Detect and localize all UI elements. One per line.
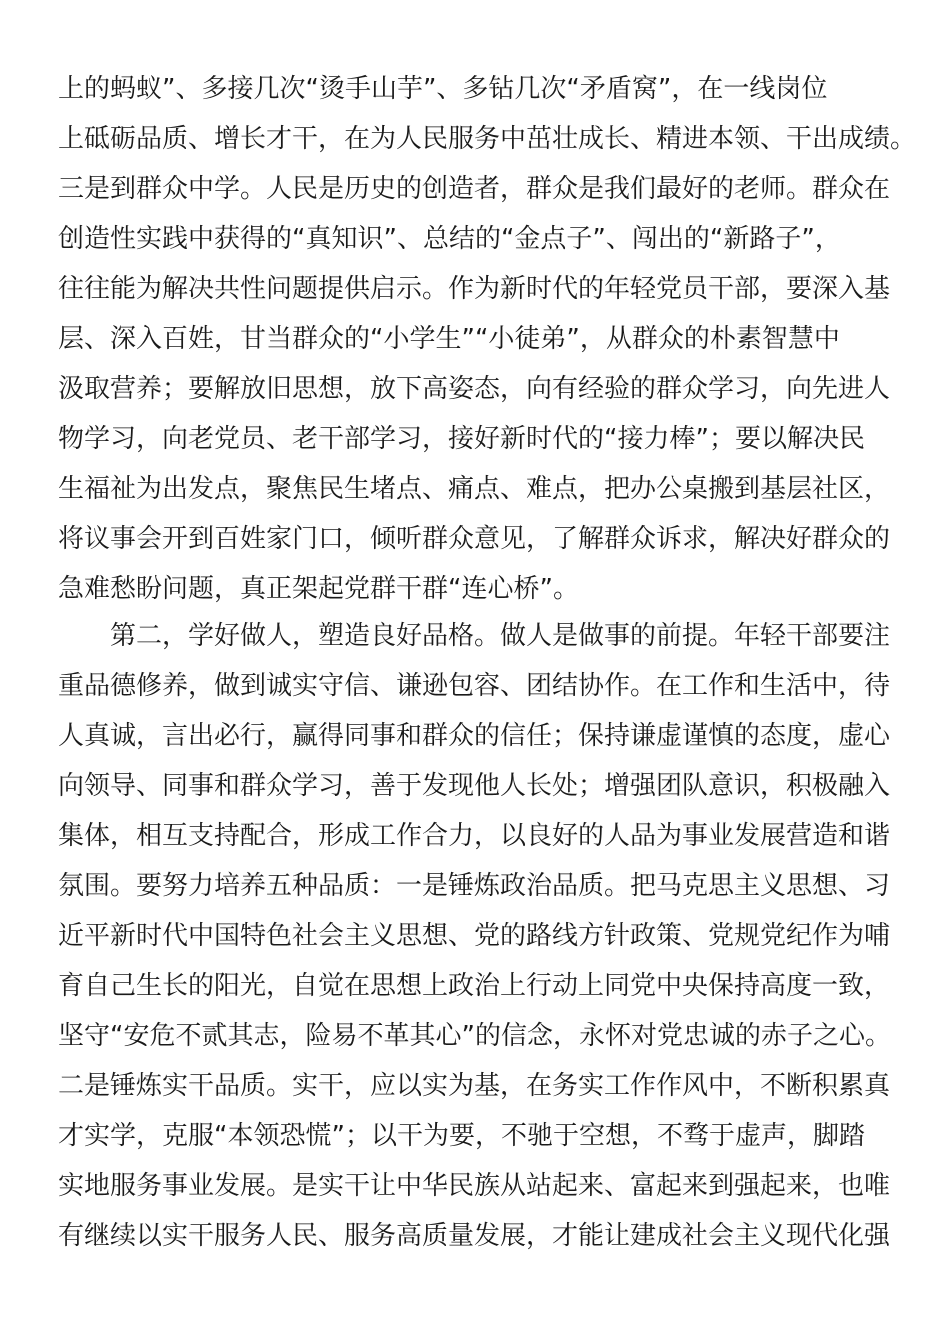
text-line: 集体，相互支持配合，形成工作合力，以良好的人品为事业发展营造和谐 — [58, 821, 891, 851]
paragraph-1 — [58, 64, 917, 614]
text-line: 创造性实践中获得的“真知识”、总结的“金点子”、闯出的“新路子”， — [58, 224, 841, 254]
text-line: 氛围。要努力培养五种品质：一是锤炼政治品质。把马克思主义思想、习 — [58, 871, 891, 901]
text-line: 生福祉为出发点，聚焦民生堵点、痛点、难点，把办公桌搬到基层社区， — [58, 474, 891, 504]
text-line: 汲取营养；要解放旧思想，放下高姿态，向有经验的群众学习，向先进人 — [58, 374, 891, 404]
text-line: 育自己生长的阳光，自觉在思想上政治上行动上同党中央保持高度一致， — [58, 971, 891, 1001]
text-line: 将议事会开到百姓家门口，倾听群众意见，了解群众诉求，解决好群众的 — [58, 524, 891, 554]
text-line: 人真诚，言出必行，赢得同事和群众的信任；保持谦虚谨慎的态度，虚心 — [58, 721, 891, 751]
text-line: 层、深入百姓，甘当群众的“小学生”“小徒弟”，从群众的朴素智慧中 — [58, 324, 840, 354]
text-line: 实地服务事业发展。是实干让中华民族从站起来、富起来到强起来，也唯 — [58, 1171, 891, 1201]
text-line: 第二，学好做人，塑造良好品格。做人是做事的前提。年轻干部要注 — [58, 621, 891, 651]
text-line: 近平新时代中国特色社会主义思想、党的路线方针政策、党规党纪作为哺 — [58, 921, 891, 951]
text-line: 急难愁盼问题，真正架起党群干群“连心桥”。 — [58, 574, 579, 604]
text-line: 上的蚂蚁”、多接几次“烫手山芋”、多钻几次“矛盾窝”，在一线岗位 — [58, 74, 828, 104]
text-line: 二是锤炼实干品质。实干，应以实为基，在务实工作作风中，不断积累真 — [58, 1071, 891, 1101]
text-line: 坚守“安危不贰其志，险易不革其心”的信念，永怀对党忠诚的赤子之心。 — [58, 1021, 891, 1051]
text-line: 重品德修养，做到诚实守信、谦逊包容、团结协作。在工作和生活中，待 — [58, 671, 891, 701]
text-line: 上砥砺品质、增长才干，在为人民服务中茁壮成长、精进本领、干出成绩。 — [58, 124, 917, 154]
text-line: 往往能为解决共性问题提供启示。作为新时代的年轻党员干部，要深入基 — [58, 274, 891, 304]
text-line: 物学习，向老党员、老干部学习，接好新时代的“接力棒”；要以解决民 — [58, 424, 865, 454]
text-line: 向领导、同事和群众学习，善于发现他人长处；增强团队意识，积极融入 — [58, 771, 891, 801]
paragraph-2 — [58, 611, 898, 1261]
text-line: 才实学，克服“本领恐慌”；以干为要，不驰于空想，不骛于虚声，脚踏 — [58, 1121, 865, 1151]
text-line: 有继续以实干服务人民、服务高质量发展，才能让建成社会主义现代化强 — [58, 1221, 891, 1251]
text-line: 三是到群众中学。人民是历史的创造者，群众是我们最好的老师。群众在 — [58, 174, 891, 204]
